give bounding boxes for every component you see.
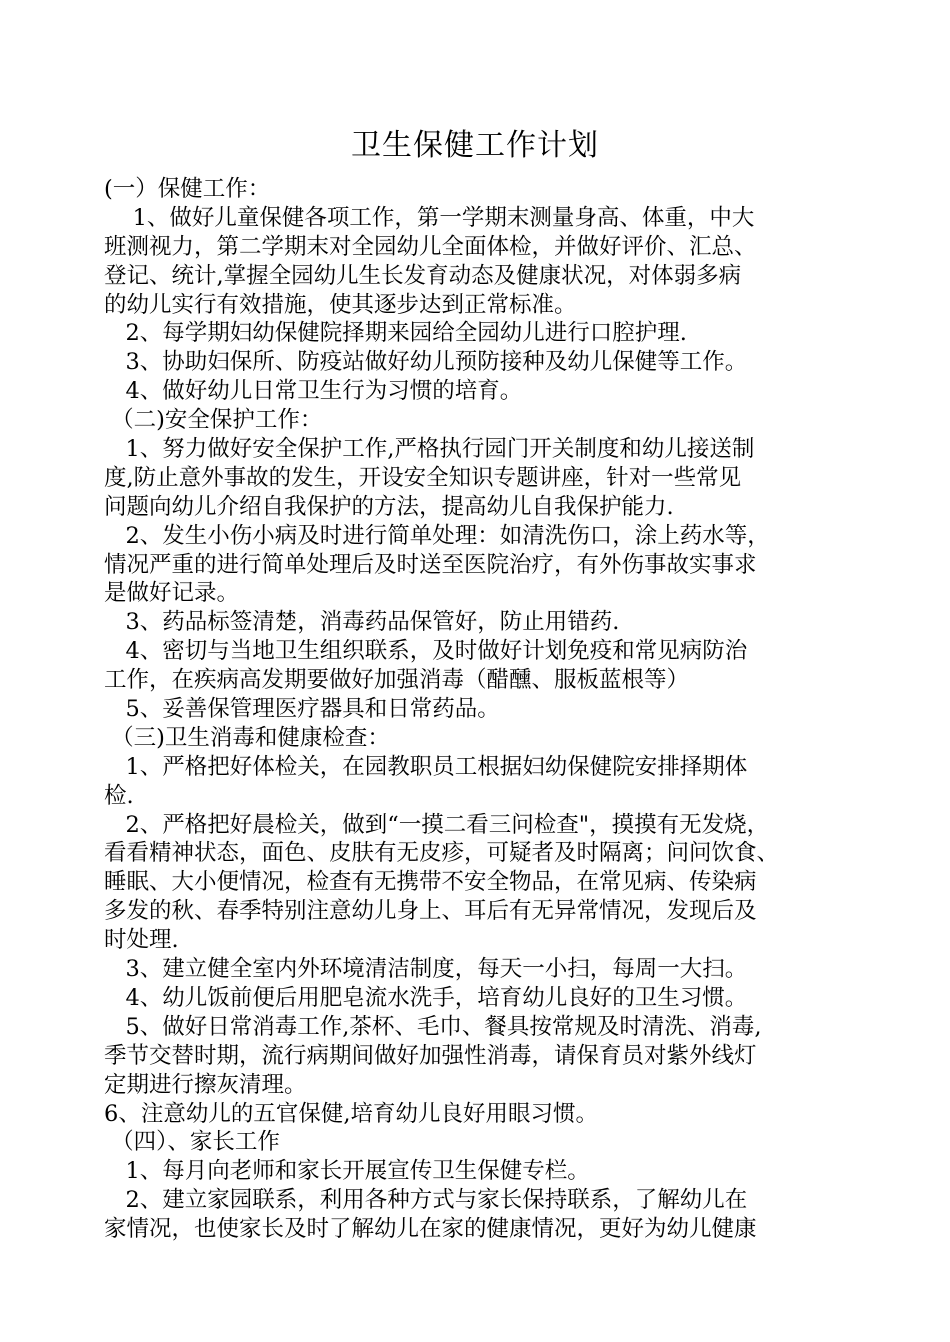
- document-line: 多发的秋、春季特别注意幼儿身上、耳后有无异常情况，发现后及: [104, 898, 757, 925]
- document-line: 1、做好儿童保健各项工作，第一学期末测量身高、体重，中大: [104, 204, 755, 231]
- document-line: 6、注意幼儿的五官保健,培育幼儿良好用眼习惯。: [104, 1100, 598, 1127]
- document-line: 班测视力，第二学期末对全园幼儿全面体检，并做好评价、汇总、: [104, 233, 757, 260]
- document-line: 4、幼儿饭前便后用肥皂流水洗手，培育幼儿良好的卫生习惯。: [104, 984, 748, 1011]
- document-line: 3、药品标签清楚，消毒药品保管好，防止用错药.: [104, 609, 620, 636]
- document-line: （三)卫生消毒和健康检查：: [104, 724, 390, 751]
- document-line: 2、每学期妇幼保健院择期来园给全园幼儿进行口腔护理.: [104, 320, 687, 347]
- document-line: (一）保健工作：: [104, 176, 271, 202]
- document-line: 4、密切与当地卫生组织联系，及时做好计划免疫和常见病防治: [104, 638, 748, 665]
- document-line: 1、严格把好体检关，在园教职员工根据妇幼保健院安排择期体: [104, 753, 748, 780]
- document-line: 2、严格把好晨检关，做到“一摸二看三问检查"，摸摸有无发烧，: [104, 811, 770, 838]
- document-line: 定期进行擦灰清理。: [104, 1071, 307, 1098]
- document-line: 是做好记录。: [104, 580, 240, 607]
- document-line: 1、每月向老师和家长开展宣传卫生保健专栏。: [104, 1158, 590, 1185]
- document-title: 卫生保健工作计划: [351, 128, 599, 163]
- document-line: 2、建立家园联系，利用各种方式与家长保持联系，了解幼儿在: [104, 1187, 748, 1214]
- document-line: 季节交替时期，流行病期间做好加强性消毒，请保育员对紫外线灯: [104, 1042, 757, 1069]
- document-line: 情况严重的进行简单处理后及时送至医院治疗，有外伤事故实事求: [104, 551, 757, 578]
- document-line: 3、协助妇保所、防疫站做好幼儿预防接种及幼儿保健等工作。: [104, 349, 748, 376]
- document-line: 4、做好幼儿日常卫生行为习惯的培育。: [104, 378, 523, 405]
- document-line: 的幼儿实行有效措施，使其逐步达到正常标准。: [104, 291, 577, 318]
- document-line: （四）、家长工作: [104, 1129, 280, 1156]
- document-line: （二)安全保护工作：: [104, 407, 323, 434]
- document-line: 睡眠、大小便情况，检查有无携带不安全物品，在常见病、传染病: [104, 869, 757, 896]
- document-line: 看看精神状态，面色、皮肤有无皮疹，可疑者及时隔离；问问饮食、: [104, 840, 780, 867]
- document-body: [104, 175, 864, 1244]
- document-line: 3、建立健全室内外环境清洁制度，每天一小扫，每周一大扫。: [104, 956, 748, 983]
- document-line: 问题向幼儿介绍自我保护的方法，提高幼儿自我保护能力.: [104, 493, 674, 520]
- document-line: 时处理.: [104, 927, 179, 954]
- document-line: 度,防止意外事故的发生，开设安全知识专题讲座，针对一些常见: [104, 464, 742, 491]
- document-line: 1、努力做好安全保护工作,严格执行园门开关制度和幼儿接送制: [104, 436, 755, 463]
- document-line: 2、发生小伤小病及时进行简单处理：如清洗伤口，涂上药水等，: [104, 522, 770, 549]
- document-line: 5、做好日常消毒工作,茶杯、毛巾、餐具按常规及时清洗、消毒,: [104, 1013, 762, 1040]
- document-line: 登记、统计,掌握全园幼儿生长发育动态及健康状况，对体弱多病: [104, 262, 742, 289]
- document-line: 家情况，也使家长及时了解幼儿在家的健康情况，更好为幼儿健康: [104, 1216, 757, 1243]
- document-line: 工作，在疾病高发期要做好加强消毒（醋醺、服板蓝根等）: [104, 667, 690, 694]
- document-line: 5、妥善保管理医疗器具和日常药品。: [104, 696, 500, 723]
- document-line: 检.: [104, 782, 134, 809]
